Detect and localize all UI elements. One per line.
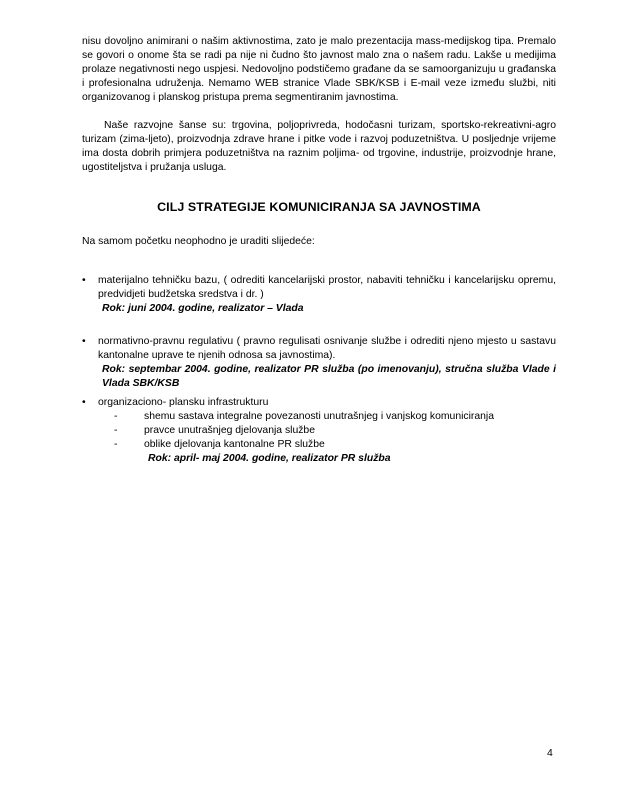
sub-list [82, 410, 556, 452]
sub-list-item [82, 410, 556, 424]
page-number: 4 [547, 748, 553, 759]
bullet-icon: • [82, 397, 86, 408]
dash-icon: - [114, 439, 118, 450]
sub-list-item [82, 438, 556, 452]
deadline-text: Rok: juni 2004. godine, realizator – Vlada [102, 303, 304, 314]
dash-icon: - [114, 411, 118, 422]
dash-icon: - [114, 425, 118, 436]
deadline-text: Rok: septembar 2004. godine, realizator PR služba (po imenovanju), stručna služba Vlade i Vlada SBK/KSB [102, 364, 556, 389]
list-item [82, 335, 556, 391]
body-paragraph: nisu dovoljno animirani o našim aktivnostima, zato je malo prezentacija mass-medijskog tipa. Premalo se govori o onome šta se radi pa nije ni čudno što javnost malo zna o našem radu. Lakše u medijima prolaze negativnosti nego uspjesi. Nedovoljno podstičemo građane da se samoorganizuju u građanska i profesionalna udruženja. Nemamo WEB stranice Vlade SBK/KSB i E-mail veze između službi, niti organizovanog i planskog pristupa prema segmentiranim javnostima. [82, 36, 556, 103]
deadline-text: Rok: april- maj 2004. godine, realizator PR služba [148, 453, 391, 464]
bullet-icon: • [82, 336, 86, 347]
sub-list-item-text: shemu sastava integralne povezanosti unutrašnjeg i vanjskog komuniciranja [144, 411, 495, 422]
list-item [82, 274, 556, 316]
section-heading: CILJ STRATEGIJE KOMUNICIRANJA SA JAVNOSTIMA [157, 200, 481, 214]
list-item [82, 396, 556, 466]
sub-list-item-text: oblike djelovanja kantonalne PR službe [144, 439, 325, 450]
sub-list-item [82, 424, 556, 438]
list-item-text: normativno-pravnu regulativu ( pravno regulisati osnivanje službe i odrediti njeno mjesto u sastavu kantonalne uprave te njenih odnosa sa javnostima). [98, 336, 556, 361]
sub-list-item-text: pravce unutrašnjeg djelovanja službe [144, 425, 315, 436]
bullet-icon: • [82, 275, 86, 286]
intro-sentence: Na samom početku neophodno je uraditi slijedeće: [82, 236, 315, 247]
list-item-text: organizaciono- plansku infrastrukturu [98, 397, 269, 408]
body-paragraph: Naše razvojne šanse su: trgovina, poljoprivreda, hodočasni turizam, sportsko-rekreativni-agro turizam (zima-ljeto), proizvodnja zdrave hrane i pitke vode i razvoj poduzetništva. U posljednje vrijeme ima dosta dobrih primjera poduzetništva na raznim poljima- od trgovine, industrije, proizvodnje hrane, ugostiteljstva i pružanja usluga. [82, 120, 556, 173]
list-item-text: materijalno tehničku bazu, ( odrediti kancelarijski prostor, nabaviti tehničku i kancelarijsku opremu, predvidjeti budžetska sredstva i dr. ) [98, 275, 556, 300]
